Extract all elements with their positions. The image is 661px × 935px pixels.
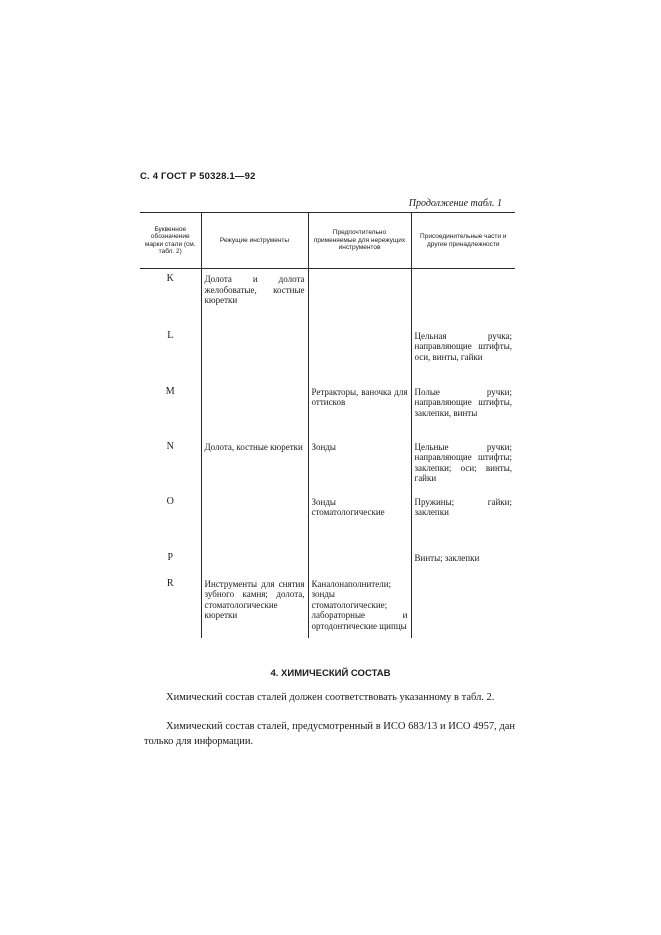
steel-grade-code: P	[140, 548, 201, 574]
cutting-instruments-cell: Инструменты для снятия зубного камня; долота, стоматологические кюретки	[201, 574, 308, 638]
table-continuation-label: Продолжение табл. 1	[408, 198, 502, 209]
table-row	[140, 574, 515, 638]
cutting-instruments-cell: Долота, костные кюретки	[201, 437, 308, 492]
noncutting-instruments-cell: Зонды	[308, 437, 411, 492]
accessories-cell: Пружины; гайки; заклепки	[411, 492, 515, 548]
cutting-instruments-cell	[201, 382, 308, 437]
accessories-cell	[411, 574, 515, 638]
table-row	[140, 326, 515, 382]
steel-grade-code: K	[140, 269, 201, 326]
column-header-cutting: Режущие инструменты	[201, 213, 308, 269]
steel-grade-code: R	[140, 574, 201, 638]
steel-grade-code: O	[140, 492, 201, 548]
body-paragraph: Химический состав сталей, предусмотренный в ИСО 683/13 и ИСО 4957, дан только для информации.	[144, 721, 515, 747]
column-header-accessories: Присоединительные части и другие принадлежности	[411, 213, 515, 269]
page-header: С. 4 ГОСТ Р 50328.1—92	[140, 171, 256, 182]
accessories-cell: Винты; заклепки	[411, 548, 515, 574]
section-title: 4. ХИМИЧЕСКИЙ СОСТАВ	[270, 668, 391, 679]
cutting-instruments-cell	[201, 492, 308, 548]
cutting-instruments-cell	[201, 326, 308, 382]
noncutting-instruments-cell: Каналонаполнители; зонды стоматологические; лабораторные и ортодонтические щипцы	[308, 574, 411, 638]
cutting-instruments-cell: Долота и долота желобоватые, костные кюретки	[201, 269, 308, 326]
body-paragraph: Химический состав сталей должен соответствовать указанному в табл. 2.	[166, 692, 495, 703]
noncutting-instruments-cell	[308, 548, 411, 574]
accessories-cell: Полые ручки; направляющие штифты, заклепки, винты	[411, 382, 515, 437]
column-header-noncutting: Предпочтительно применяемые для нережущих инструментов	[308, 213, 411, 269]
table-row	[140, 382, 515, 437]
column-header-grade: Буквенное обозначение марки стали (см. табл. 2)	[140, 213, 201, 269]
steel-grades-table	[140, 212, 515, 638]
table-header-row	[140, 213, 515, 269]
accessories-cell	[411, 269, 515, 326]
noncutting-instruments-cell	[308, 269, 411, 326]
table-row	[140, 437, 515, 492]
noncutting-instruments-cell	[308, 326, 411, 382]
noncutting-instruments-cell: Зонды стоматологические	[308, 492, 411, 548]
steel-grade-code: M	[140, 382, 201, 437]
table-row	[140, 492, 515, 548]
table-row	[140, 548, 515, 574]
steel-grade-code: N	[140, 437, 201, 492]
table-row	[140, 269, 515, 326]
noncutting-instruments-cell: Ретракторы, ваночка для оттисков	[308, 382, 411, 437]
steel-grade-code: L	[140, 326, 201, 382]
accessories-cell: Цельная ручка; направляющие штифты, оси, винты, гайки	[411, 326, 515, 382]
cutting-instruments-cell	[201, 548, 308, 574]
accessories-cell: Цельные ручки; направляющие штифты; заклепки; оси; винты, гайки	[411, 437, 515, 492]
